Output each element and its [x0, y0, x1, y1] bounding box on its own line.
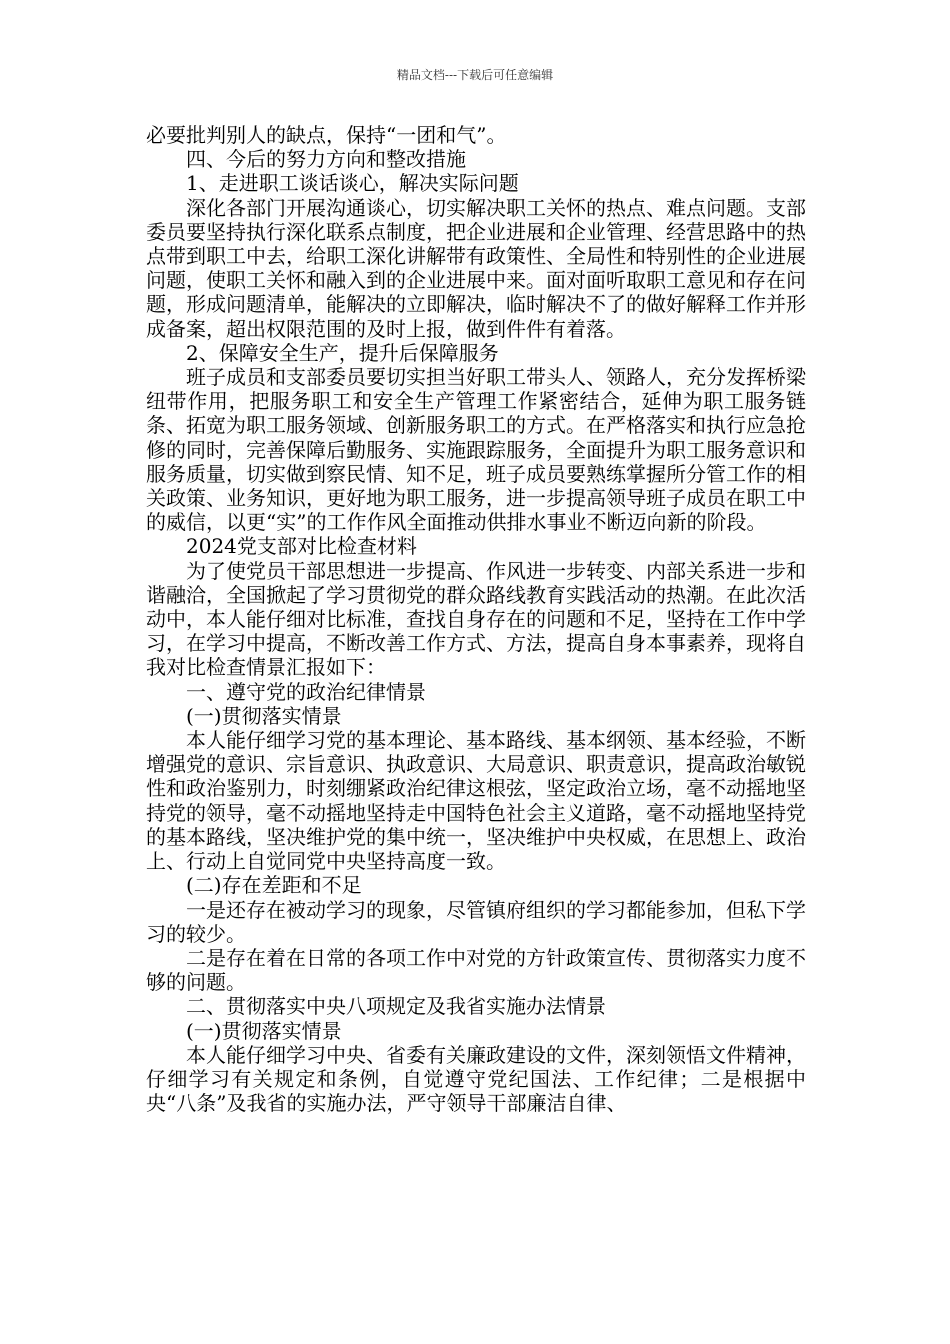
paragraph: (二)存在差距和不足 [186, 873, 362, 898]
paragraph: (一)贯彻落实情景 [186, 703, 342, 728]
page-header: 精品文档---下载后可任意编辑 [396, 68, 554, 82]
paragraph: 班子成员和支部委员要切实担当好职工带头人、领路人，充分发挥桥梁纽带作用，把服务职工和安全生产管理工作紧密结合，延伸为职工服务链条、拓宽为职工服务领域、创新服务职工的方式。在严格落实和执行应急抢修的同时，完善保障后勤服务、实施跟踪服务，全面提升为职工服务意识和服务质量，切实做到察民情、知不足，班子成员要熟练掌握所分管工作的相关政策、业务知识，更好地为职工服务，进一步提高领导班子成员在职工中的威信，以更“实”的工作作风全面推动供排水事业不断迈向新的阶段。 [146, 365, 806, 535]
paragraph: 必要批判别人的缺点，保持“一团和气”。 [146, 123, 507, 147]
paragraph: 二是存在着在日常的各项工作中对党的方针政策宣传、贯彻落实力度不够的问题。 [146, 945, 806, 995]
paragraph: 本人能仔细学习中央、省委有关廉政建设的文件，深刻领悟文件精神，仔细学习有关规定和条例，自觉遵守党纪国法、工作纪律；二是根据中央“八条”及我省的实施办法，严守领导干部廉洁自律、 [146, 1042, 806, 1116]
paragraph: 1、走进职工谈话谈心，解决实际问题 [186, 171, 519, 196]
document-body [146, 123, 806, 1115]
paragraph: 二、贯彻落实中央八项规定及我省实施办法情景 [186, 994, 606, 1019]
paragraph: 本人能仔细学习党的基本理论、基本路线、基本纲领、基本经验，不断增强党的意识、宗旨意识、执政意识、大局意识、职责意识，提高政治敏锐性和政治鉴别力，时刻绷紧政治纪律这根弦，坚定政治立场，毫不动摇地坚持党的领导，毫不动摇地坚持走中国特色社会主义道路，毫不动摇地坚持党的基本路线，坚决维护党的集中统一，坚决维护中央权威，在思想上、政治上、行动上自觉同党中央坚持高度一致。 [146, 728, 806, 874]
paragraph: 一、遵守党的政治纪律情景 [186, 679, 426, 704]
paragraph: (一)贯彻落实情景 [186, 1018, 342, 1043]
paragraph: 深化各部门开展沟通谈心，切实解决职工关怀的热点、难点问题。支部委员要坚持执行深化联系点制度，把企业进展和企业管理、经营思路中的热点带到职工中去，给职工深化讲解带有政策性、全局性和特别性的企业进展问题，使职工关怀和融入到的企业进展中来。面对面听取职工意见和存在问题，形成问题清单，能解决的立即解决，临时解决不了的做好解释工作并形成备案，超出权限范围的及时上报，做到件件有着落。 [146, 195, 806, 341]
paragraph: 2、保障安全生产，提升后保障服务 [186, 340, 499, 365]
paragraph: 四、今后的努力方向和整改措施 [186, 147, 466, 172]
paragraph: 为了使党员干部思想进一步提高、作风进一步转变、内部关系进一步和谐融洽，全国掀起了学习贯彻党的群众路线教育实践活动的热潮。在此次活动中，本人能仔细对比标准，查找自身存在的问题和不足，坚持在工作中学习，在学习中提高，不断改善工作方式、方法，提高自身本事素养，现将自我对比检查情景汇报如下： [146, 558, 806, 680]
paragraph: 一是还存在被动学习的现象，尽管镇府组织的学习都能参加，但私下学习的较少。 [146, 897, 806, 946]
paragraph: 2024党支部对比检查材料 [186, 534, 417, 559]
